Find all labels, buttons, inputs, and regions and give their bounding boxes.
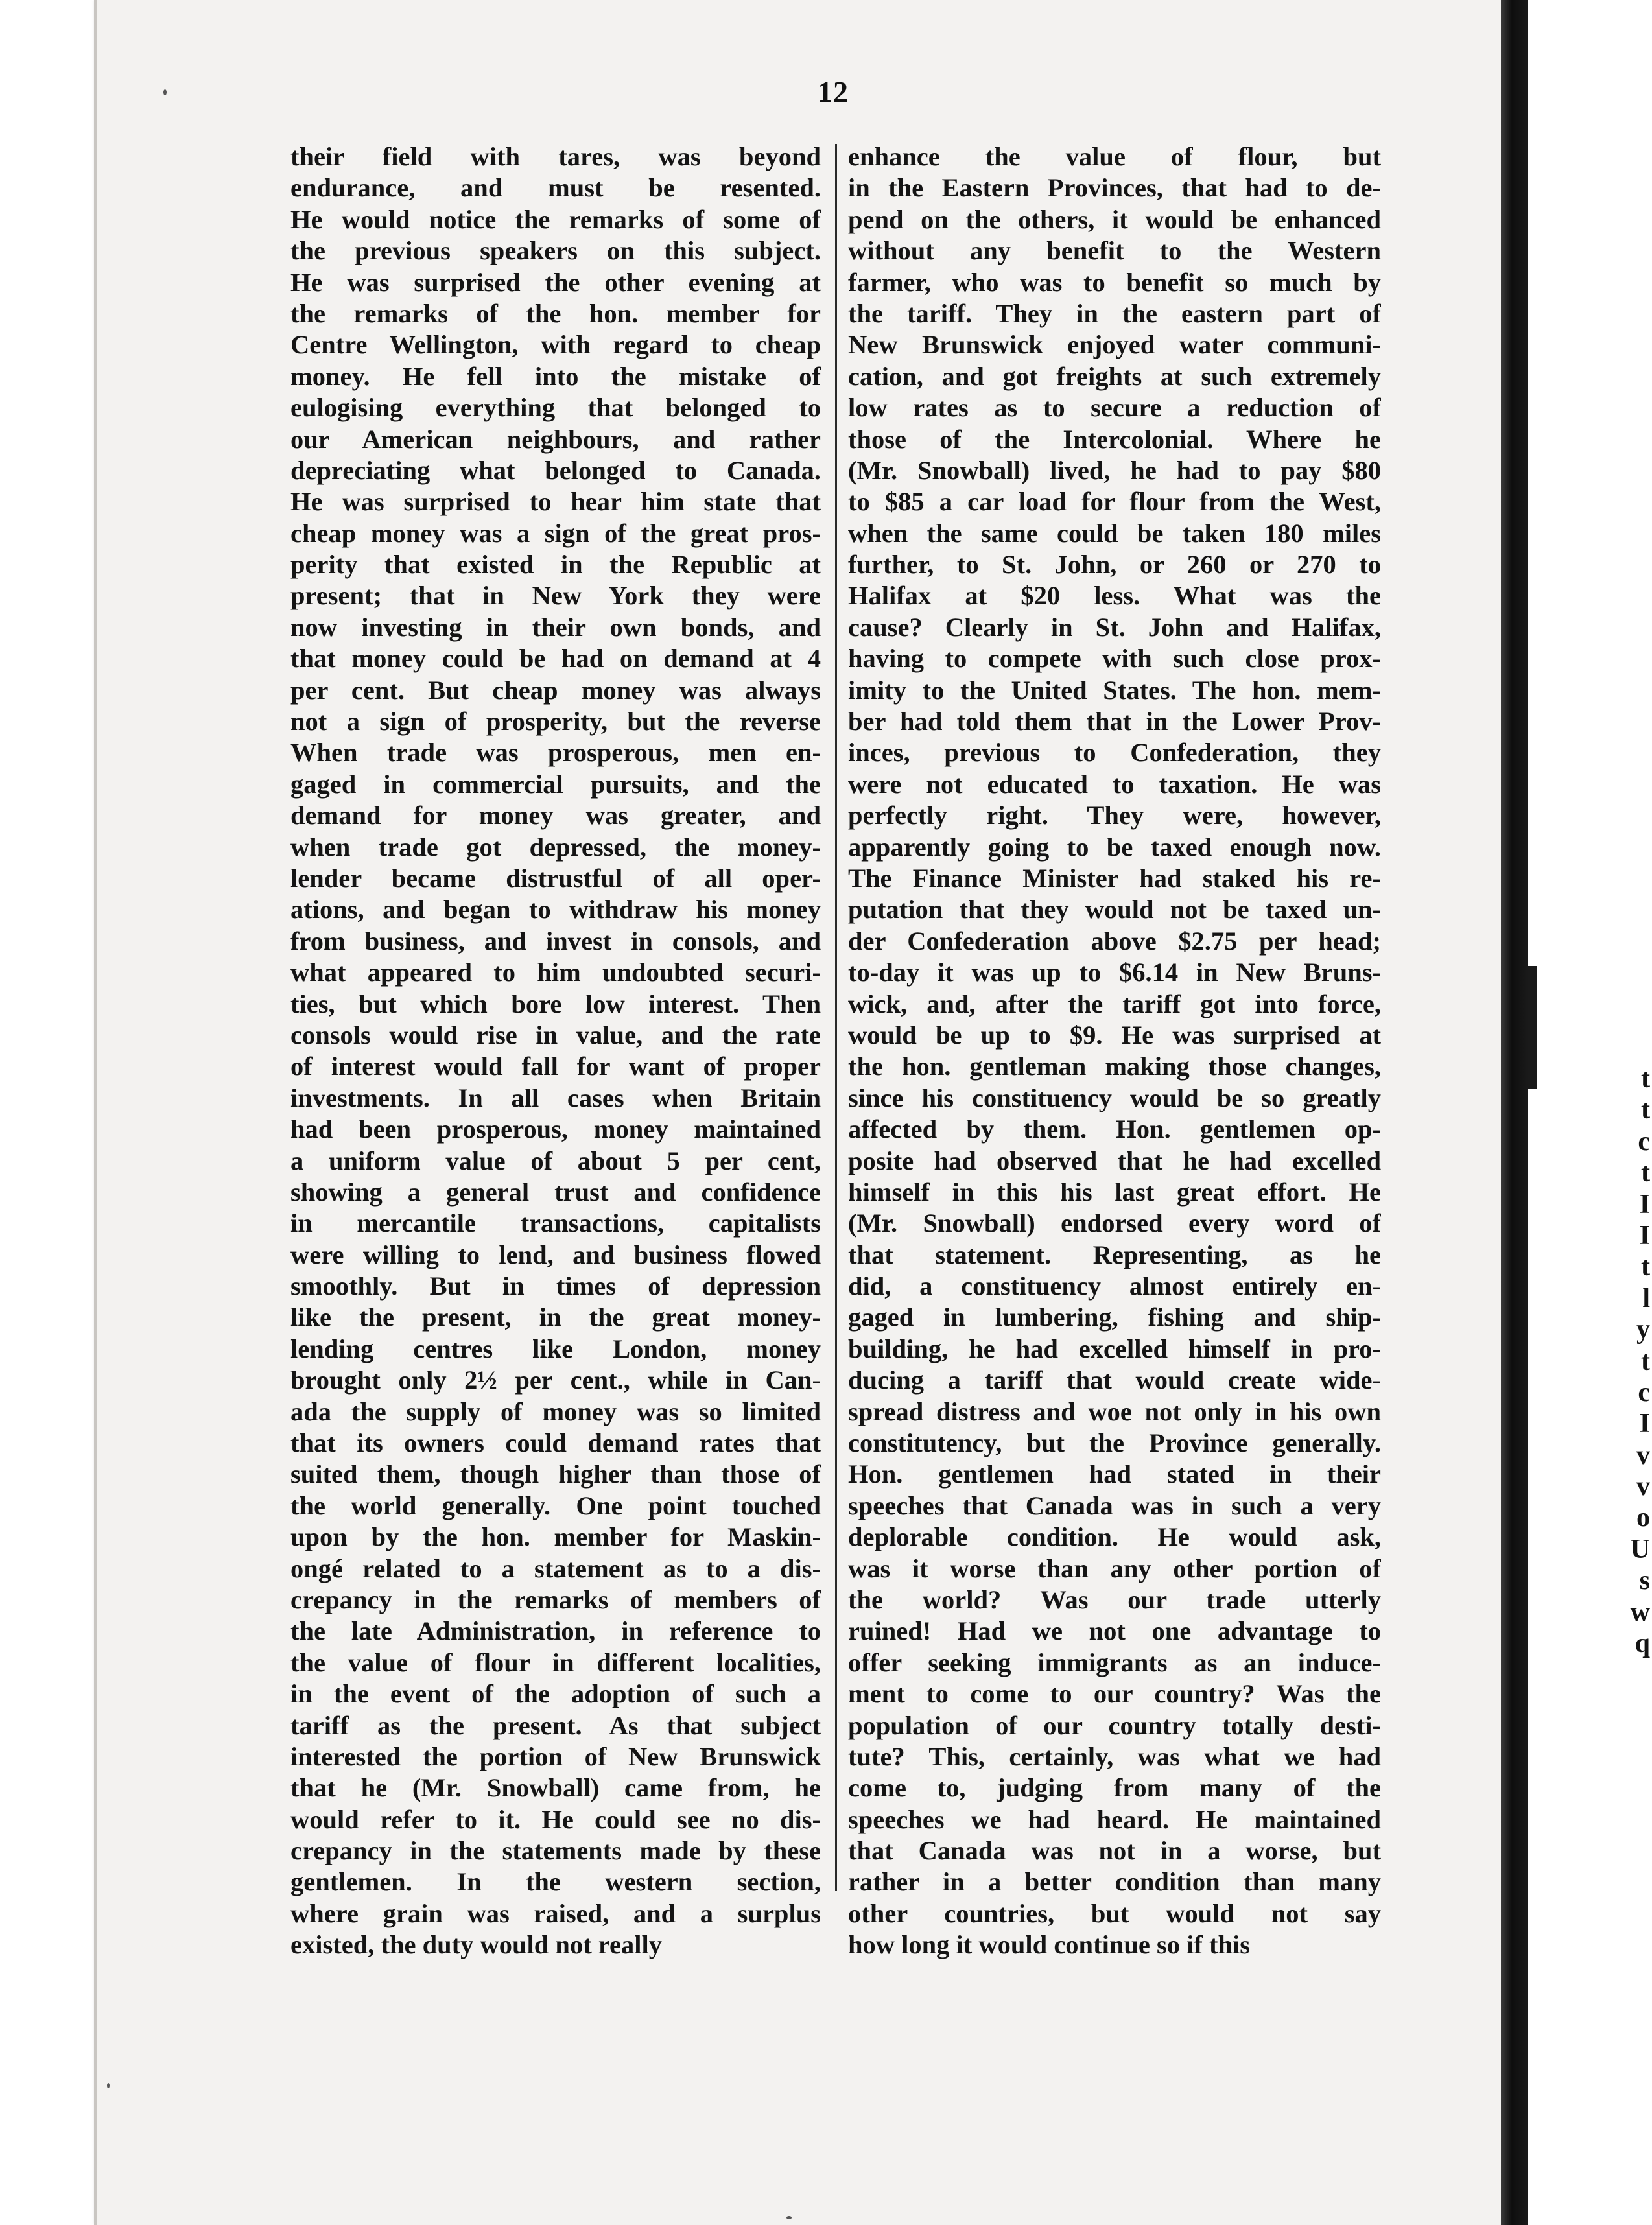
right-column (848, 141, 1381, 1961)
text-line: Halifax at $20 less. What was the (848, 581, 1381, 611)
text-line: tute? This, certainly, was what we had (848, 1741, 1381, 1771)
text-line: further, to St. John, or 260 or 270 to (848, 550, 1381, 580)
text-line: upon by the hon. member for Maskin- (290, 1522, 821, 1552)
text-line: gaged in lumbering, fishing and ship- (848, 1302, 1381, 1332)
text-line: had been prosperous, money maintained (290, 1114, 821, 1144)
text-line: investments. In all cases when Britain (290, 1083, 821, 1112)
text-line: (Mr. Snowball) endorsed every word of (848, 1208, 1381, 1238)
text-line: other countries, but would not say (848, 1898, 1381, 1928)
text-line: the previous speakers on this subject. (290, 236, 821, 266)
text-line: When trade was prosperous, men en- (290, 738, 821, 768)
text-line: posite had observed that he had excelled (848, 1146, 1381, 1175)
adjacent-page-fragment: t (1641, 1095, 1650, 1125)
text-line: not a sign of prosperity, but the reverse (290, 707, 821, 736)
column-divider (835, 144, 837, 1891)
text-line: money. He fell into the mistake of (290, 361, 821, 391)
adjacent-page-fragment: y (1636, 1315, 1650, 1345)
text-line: did, a constituency almost entirely en- (848, 1271, 1381, 1301)
print-speck (163, 89, 167, 95)
text-line: building, he had excelled himself in pro- (848, 1334, 1381, 1363)
text-line: now investing in their own bonds, and (290, 612, 821, 642)
adjacent-page-fragment: t (1641, 1064, 1650, 1094)
text-line: ruined! Had we not one advantage to (848, 1616, 1381, 1646)
adjacent-page-shadow (1528, 966, 1537, 1089)
text-line: existed, the duty would not really (290, 1930, 663, 1960)
text-line: the late Administration, in reference to (290, 1616, 821, 1646)
text-line: that its owners could demand rates that (290, 1428, 821, 1458)
adjacent-page-fragment: t (1641, 1158, 1650, 1188)
text-line: constitutency, but the Province generally. (848, 1428, 1381, 1458)
text-line: deplorable condition. He would ask, (848, 1522, 1381, 1552)
adjacent-page-fragment: q (1634, 1629, 1650, 1659)
text-line: inces, previous to Confederation, they (848, 738, 1381, 768)
text-line: enhance the value of flour, but (848, 142, 1381, 171)
text-line: in the Eastern Provinces, that had to de- (848, 173, 1381, 203)
text-line: ment to come to our country? Was the (848, 1679, 1381, 1709)
text-line: brought only 2½ per cent., while in Can- (290, 1365, 821, 1395)
text-line: when trade got depressed, the money- (290, 832, 821, 862)
text-line: present; that in New York they were (290, 581, 821, 611)
adjacent-page-fragment: t (1641, 1252, 1650, 1282)
text-line: since his constituency would be so greatly (848, 1083, 1381, 1112)
adjacent-page-fragment: t (1641, 1346, 1650, 1376)
text-line: eulogising everything that belonged to (290, 393, 821, 423)
adjacent-page-fragment: c (1638, 1126, 1650, 1157)
text-line: himself in this his last great effort. He (848, 1177, 1381, 1207)
text-line: were not educated to taxation. He was (848, 769, 1381, 799)
text-line: lender became distrustful of all oper- (290, 863, 821, 893)
text-line: when the same could be taken 180 miles (848, 518, 1381, 548)
adjacent-page-fragment: I (1639, 1220, 1650, 1251)
text-line: apparently going to be taxed enough now. (848, 832, 1381, 862)
text-line: ducing a tariff that would create wide- (848, 1365, 1381, 1395)
text-line: the value of flour in different localities, (290, 1647, 821, 1677)
text-line: that Canada was not in a worse, but (848, 1836, 1381, 1866)
text-line: that he (Mr. Snowball) came from, he (290, 1773, 821, 1803)
text-line: ongé related to a statement as to a dis- (290, 1553, 821, 1583)
adjacent-page-fragment: U (1630, 1534, 1650, 1564)
text-line: would be up to $9. He was surprised at (848, 1020, 1381, 1050)
text-line: smoothly. But in times of depression (290, 1271, 821, 1301)
text-line: ber had told them that in the Lower Prov- (848, 707, 1381, 736)
text-line: speeches that Canada was in such a very (848, 1490, 1381, 1520)
text-line: rather in a better condition than many (848, 1867, 1381, 1897)
text-line: depreciating what belonged to Canada. (290, 455, 821, 485)
text-line: spread distress and woe not only in his own (848, 1396, 1381, 1426)
adjacent-page-fragment: c (1638, 1377, 1650, 1407)
page-number: 12 (818, 75, 849, 108)
text-line: He was surprised the other evening at (290, 267, 821, 297)
text-line: He would notice the remarks of some of (290, 204, 821, 234)
adjacent-page-fragment: v (1636, 1472, 1650, 1502)
text-line: consols would rise in value, and the rate (290, 1020, 821, 1050)
text-line: how long it would continue so if this (848, 1930, 1250, 1960)
text-line: the hon. gentleman making those changes, (848, 1052, 1381, 1081)
text-line: without any benefit to the Western (848, 236, 1381, 266)
text-line: interested the portion of New Brunswick (290, 1741, 821, 1771)
text-line: crepancy in the remarks of members of (290, 1584, 821, 1614)
text-line: that statement. Representing, as he (848, 1240, 1381, 1269)
book-gutter (1501, 0, 1528, 2225)
adjacent-page-fragment: v (1636, 1440, 1650, 1470)
text-line: our American neighbours, and rather (290, 424, 821, 454)
text-line: lending centres like London, money (290, 1334, 821, 1363)
text-line: affected by them. Hon. gentlemen op- (848, 1114, 1381, 1144)
adjacent-page-fragment: s (1639, 1566, 1650, 1596)
text-line: pend on the others, it would be enhanced (848, 204, 1381, 234)
text-line: in the event of the adoption of such a (290, 1679, 821, 1709)
text-line: speeches we had heard. He maintained (848, 1804, 1381, 1834)
text-line: low rates as to secure a reduction of (848, 393, 1381, 423)
adjacent-page-fragment: w (1630, 1597, 1650, 1627)
print-speck (786, 2216, 792, 2219)
text-line: offer seeking immigrants as an induce- (848, 1647, 1381, 1677)
text-line: ations, and began to withdraw his money (290, 895, 821, 924)
text-line: come to, judging from many of the (848, 1773, 1381, 1803)
text-line: ada the supply of money was so limited (290, 1396, 821, 1426)
text-line: per cent. But cheap money was always (290, 675, 821, 705)
text-line: to $85 a car load for flour from the West, (848, 487, 1381, 517)
text-line: perfectly right. They were, however, (848, 801, 1381, 830)
text-line: where grain was raised, and a surplus (290, 1898, 821, 1928)
text-line: would refer to it. He could see no dis- (290, 1804, 821, 1834)
text-line: showing a general trust and confidence (290, 1177, 821, 1207)
text-line: like the present, in the great money- (290, 1302, 821, 1332)
text-line: gentlemen. In the western section, (290, 1867, 821, 1897)
text-line: (Mr. Snowball) lived, he had to pay $80 (848, 455, 1381, 485)
text-line: the remarks of the hon. member for (290, 298, 821, 328)
text-line: what appeared to him undoubted securi- (290, 958, 821, 987)
text-line: gaged in commercial pursuits, and the (290, 769, 821, 799)
text-line: ties, but which bore low interest. Then (290, 989, 821, 1018)
text-line: endurance, and must be resented. (290, 173, 821, 203)
text-line: was it worse than any other portion of (848, 1553, 1381, 1583)
text-line: the world generally. One point touched (290, 1490, 821, 1520)
text-line: crepancy in the statements made by these (290, 1836, 821, 1866)
text-line: to-day it was up to $6.14 in New Bruns- (848, 958, 1381, 987)
text-line: were willing to lend, and business flowed (290, 1240, 821, 1269)
text-line: having to compete with such close prox- (848, 644, 1381, 674)
text-line: Centre Wellington, with regard to cheap (290, 330, 821, 360)
text-line: tariff as the present. As that subject (290, 1710, 821, 1740)
adjacent-page-fragment: I (1639, 1189, 1650, 1219)
text-line: those of the Intercolonial. Where he (848, 424, 1381, 454)
text-line: that money could be had on demand at 4 (290, 644, 821, 674)
text-line: He was surprised to hear him state that (290, 487, 821, 517)
text-line: cheap money was a sign of the great pros- (290, 518, 821, 548)
text-line: imity to the United States. The hon. mem- (848, 675, 1381, 705)
text-line: New Brunswick enjoyed water communi- (848, 330, 1381, 360)
text-line: in mercantile transactions, capitalists (290, 1208, 821, 1238)
text-line: population of our country totally desti- (848, 1710, 1381, 1740)
text-line: the world? Was our trade utterly (848, 1584, 1381, 1614)
adjacent-page-fragment: l (1642, 1283, 1650, 1313)
text-line: perity that existed in the Republic at (290, 550, 821, 580)
text-line: a uniform value of about 5 per cent, (290, 1146, 821, 1175)
text-line: suited them, though higher than those of (290, 1459, 821, 1489)
adjacent-page-fragment: I (1639, 1409, 1650, 1439)
text-line: putation that they would not be taxed un- (848, 895, 1381, 924)
page-left-edge (94, 0, 97, 2225)
print-speck (107, 2083, 110, 2088)
text-line: of interest would fall for want of proper (290, 1052, 821, 1081)
text-line: demand for money was greater, and (290, 801, 821, 830)
text-line: Hon. gentlemen had stated in their (848, 1459, 1381, 1489)
text-line: from business, and invest in consols, and (290, 926, 821, 956)
text-line: the tariff. They in the eastern part of (848, 298, 1381, 328)
text-line: their field with tares, was beyond (290, 142, 821, 171)
text-line: cation, and got freights at such extremely (848, 361, 1381, 391)
text-line: farmer, who was to benefit so much by (848, 267, 1381, 297)
text-line: cause? Clearly in St. John and Halifax, (848, 612, 1381, 642)
text-line: The Finance Minister had staked his re- (848, 863, 1381, 893)
adjacent-page-fragment: o (1636, 1503, 1650, 1533)
adjacent-page-text-fragments (1624, 1063, 1650, 1659)
text-line: wick, and, after the tariff got into force, (848, 989, 1381, 1018)
text-line: der Confederation above $2.75 per head; (848, 926, 1381, 956)
left-column (290, 141, 821, 1961)
